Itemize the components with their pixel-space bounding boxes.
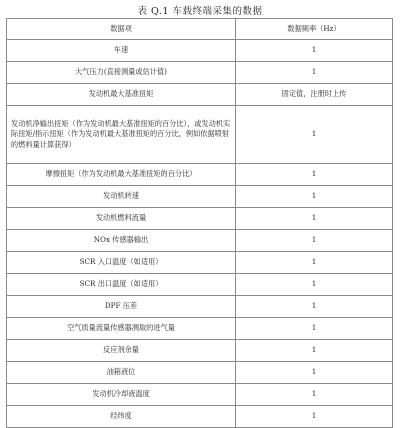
data-item-cell: 大气压力(直接测量或估计值) xyxy=(7,62,236,84)
frequency-cell: 1 xyxy=(236,274,393,296)
data-item-cell: 反应剂余量 xyxy=(7,340,236,362)
table-row xyxy=(7,340,393,362)
frequency-cell: 1 xyxy=(236,362,393,384)
table-row xyxy=(7,384,393,406)
data-item-cell: 经纬度 xyxy=(7,406,236,428)
data-item-cell: SCR 出口温度（如适用） xyxy=(7,274,236,296)
table-row xyxy=(7,40,393,62)
data-item-cell: 车速 xyxy=(7,40,236,62)
data-item-cell: 空气质量流量传感器测取的进气量 xyxy=(7,318,236,340)
data-item-cell: 发动机最大基准扭矩 xyxy=(7,84,236,106)
frequency-cell: 1 xyxy=(236,186,393,208)
frequency-cell: 1 xyxy=(236,230,393,252)
table-row xyxy=(7,164,393,186)
data-item-cell: 发动机燃料流量 xyxy=(7,208,236,230)
frequency-cell: 1 xyxy=(236,164,393,186)
table-row xyxy=(7,106,393,164)
frequency-cell: 固定值，注册时上传 xyxy=(236,84,393,106)
frequency-cell: 1 xyxy=(236,296,393,318)
frequency-cell: 1 xyxy=(236,40,393,62)
frequency-cell: 1 xyxy=(236,340,393,362)
frequency-cell: 1 xyxy=(236,106,393,164)
data-item-cell: SCR 入口温度（如适用） xyxy=(7,252,236,274)
table-row xyxy=(7,230,393,252)
table-row xyxy=(7,406,393,428)
frequency-cell: 1 xyxy=(236,208,393,230)
table-row xyxy=(7,208,393,230)
frequency-cell: 1 xyxy=(236,384,393,406)
table-row xyxy=(7,84,393,106)
frequency-cell: 1 xyxy=(236,62,393,84)
frequency-cell: 1 xyxy=(236,252,393,274)
table-row xyxy=(7,274,393,296)
table-header-row xyxy=(7,19,393,40)
table-caption: 表 Q.1 车载终端采集的数据 xyxy=(137,6,263,17)
data-item-cell: 油箱液位 xyxy=(7,362,236,384)
column-header-item: 数据项 xyxy=(7,19,236,40)
frequency-cell: 1 xyxy=(236,406,393,428)
table-row xyxy=(7,318,393,340)
table-row xyxy=(7,186,393,208)
table-row xyxy=(7,252,393,274)
data-item-cell: 发动机转速 xyxy=(7,186,236,208)
data-item-cell: 发动机冷却液温度 xyxy=(7,384,236,406)
table-row xyxy=(7,296,393,318)
data-item-cell: 发动机净输出扭矩（作为发动机最大基准扭矩的百分比），或发动机实际扭矩/指示扭矩（作为发动机最大基准扭矩的百分比，例如依据喷射的燃料量计算获得） xyxy=(7,106,236,164)
data-item-cell: DPF 压差 xyxy=(7,296,236,318)
data-item-cell: NOx 传感器输出 xyxy=(7,230,236,252)
table-row xyxy=(7,362,393,384)
data-item-cell: 摩擦扭矩（作为发动机最大基准扭矩的百分比） xyxy=(7,164,236,186)
frequency-cell: 1 xyxy=(236,318,393,340)
data-table xyxy=(6,18,393,428)
table-row xyxy=(7,62,393,84)
column-header-frequency: 数据频率（Hz） xyxy=(236,19,393,40)
